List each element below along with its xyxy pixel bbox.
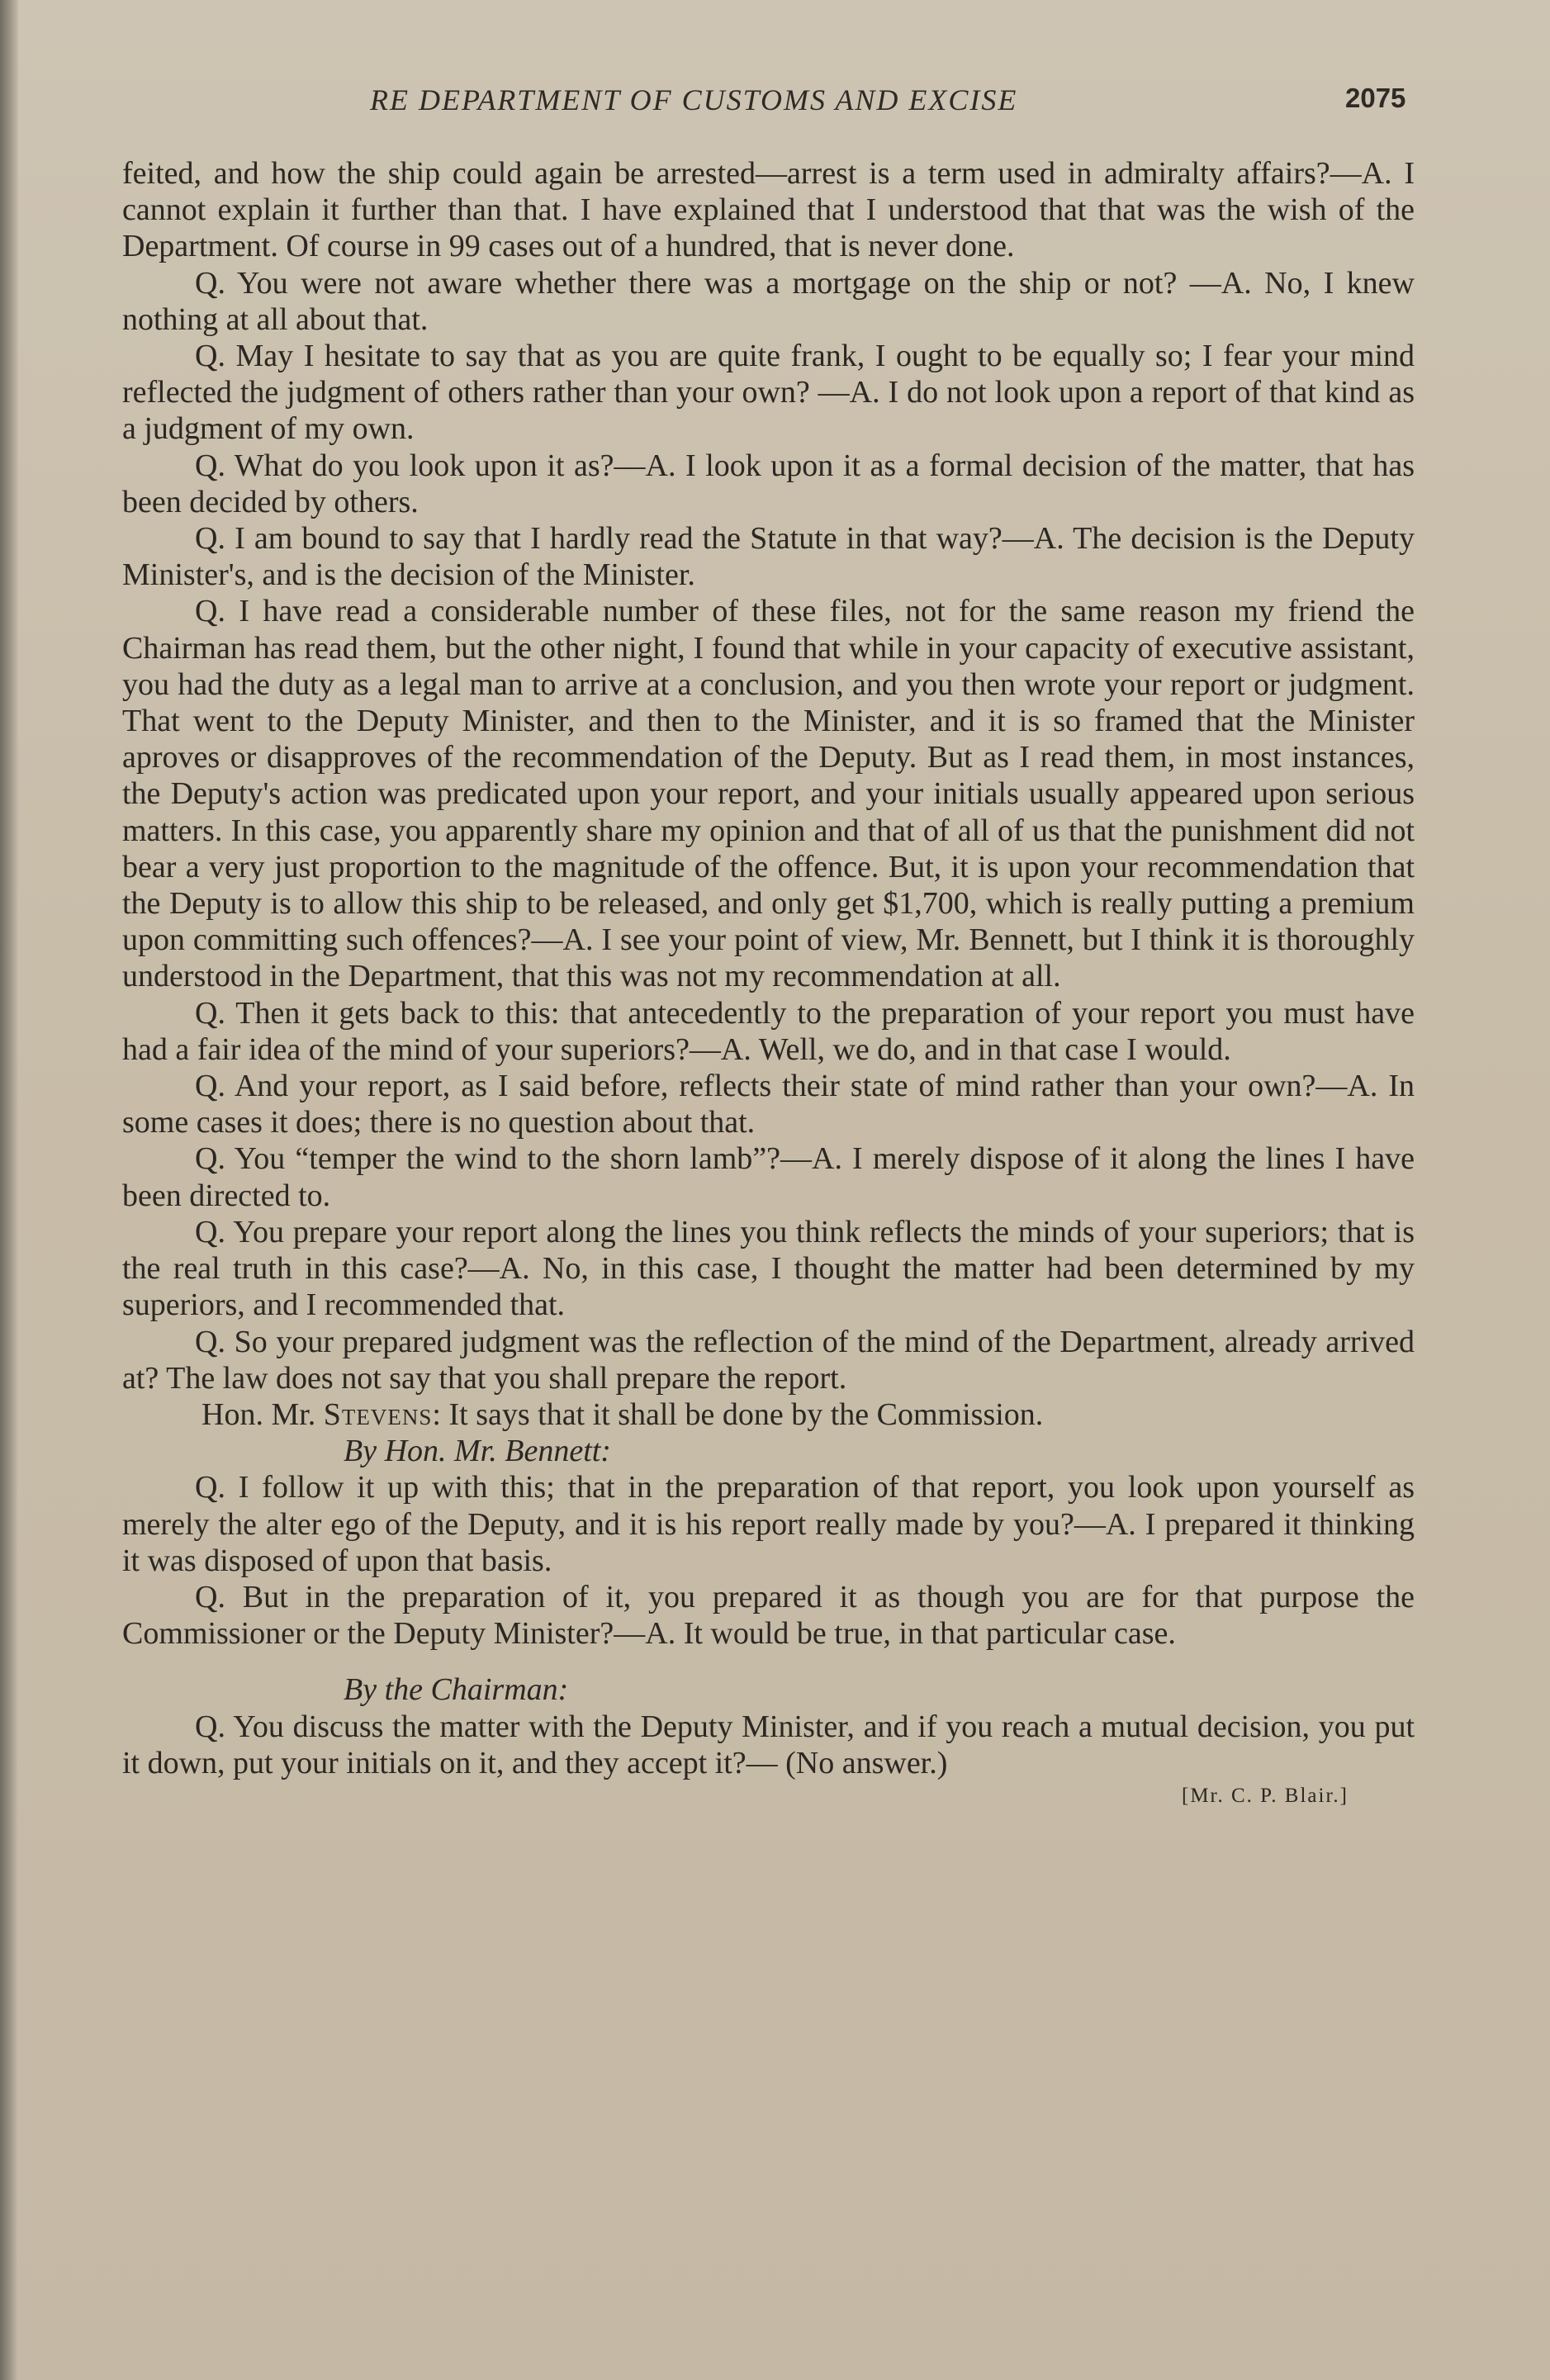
subhead-chairman: By the Chairman:	[344, 1672, 569, 1708]
paragraph: Q. So your prepared judgment was the reflection of the mind of the Department, already arrived at? The law does not say that you shall prepare the report.	[122, 1324, 1415, 1396]
paragraph: Q. I follow it up with this; that in the preparation of that report, you look upon yourself as merely the alter ego of the Deputy, and it is his report really made by you?—A. I prepared it thinking it was disposed of upon that basis.	[122, 1470, 1415, 1578]
speaker-line	[122, 1396, 1415, 1433]
paragraph: Q. May I hesitate to say that as you are quite frank, I ought to be equally so; I fear your mind reflected the judgment of others rather than your own? —A. I do not look upon a report of that kind as a judgment of my own.	[122, 339, 1415, 447]
paragraph: Q. You prepare your report along the lines you think reflects the minds of your superiors; that is the real truth in this case?—A. No, in this case, I thought the matter had been determined by my superiors, and I recommended that.	[122, 1214, 1415, 1323]
running-head: RE DEPARTMENT OF CUSTOMS AND EXCISE	[370, 83, 1018, 116]
paragraph: feited, and how the ship could again be arrested—arrest is a term used in admiralty affairs?—A. I cannot explain it further than that. I have explained that I understood that that was the wish of the Department. Of course in 99 cases out of a hundred, that is never done.	[122, 156, 1415, 264]
page-number: 2075	[1345, 83, 1406, 113]
body-text	[122, 155, 1415, 1811]
paragraph: Q. And your report, as I said before, reflects their state of mind rather than your own?—A. In some cases it does; there is no question about that.	[122, 1069, 1415, 1140]
paragraph: Q. I have read a considerable number of these files, not for the same reason my friend the Chairman has read them, but the other night, I found that while in your capacity of executive assistant, you had the duty as a legal man to arrive at a conclusion, and you then wrote your report or judgment. That went to the Deputy Minister, and then to the Minister, and it is so framed that the Minister aproves or disapproves of the recommendation of the Deputy. But as I read them, in most instances, the Deputy's action was predicated upon your report, and your initials usually appeared upon serious matters. In this case, you apparently share my opinion and that of all of us that the punishment did not bear a very just proportion to the magnitude of the offence. But, it is upon your recommendation that the Deputy is to allow this ship to be released, and only get $1,700, which is really putting a premium upon committing such offences?—A. I see your point of view, Mr. Bennett, but I think it is thoroughly understood in the Department, that this was not my recommendation at all.	[122, 594, 1415, 994]
paragraph: Q. I am bound to say that I hardly read the Statute in that way?—A. The decision is the Deputy Minister's, and is the decision of the Minister.	[122, 521, 1415, 593]
witness-note: [Mr. C. P. Blair.]	[1182, 1784, 1349, 1807]
speaker-prefix: Hon. Mr.	[201, 1396, 324, 1432]
speaker-name: Stevens	[323, 1396, 433, 1432]
speaker-text: : It says that it shall be done by the Commission.	[432, 1396, 1044, 1432]
paragraph: Q. Then it gets back to this: that antecedently to the preparation of your report you must have had a fair idea of the mind of your superiors?—A. Well, we do, and in that case I would.	[122, 995, 1415, 1067]
subhead-bennett: By Hon. Mr. Bennett:	[344, 1434, 611, 1469]
paragraph: Q. What do you look upon it as?—A. I look upon it as a formal decision of the matter, that has been decided by others.	[122, 448, 1415, 519]
page-header	[0, 83, 1550, 124]
paragraph: Q. You were not aware whether there was a mortgage on the ship or not? —A. No, I knew nothing at all about that.	[122, 265, 1415, 337]
binding-edge	[0, 0, 18, 2380]
paragraph: Q. But in the preparation of it, you prepared it as though you are for that purpose the Commissioner or the Deputy Minister?—A. It would be true, in that particular case.	[122, 1579, 1415, 1652]
paragraph: Q. You discuss the matter with the Deputy Minister, and if you reach a mutual decision, you put it down, put your initials on it, and they accept it?— (No answer.)	[122, 1709, 1415, 1780]
paragraph: Q. You “temper the wind to the shorn lamb”?—A. I merely dispose of it along the lines I have been directed to.	[122, 1141, 1415, 1213]
